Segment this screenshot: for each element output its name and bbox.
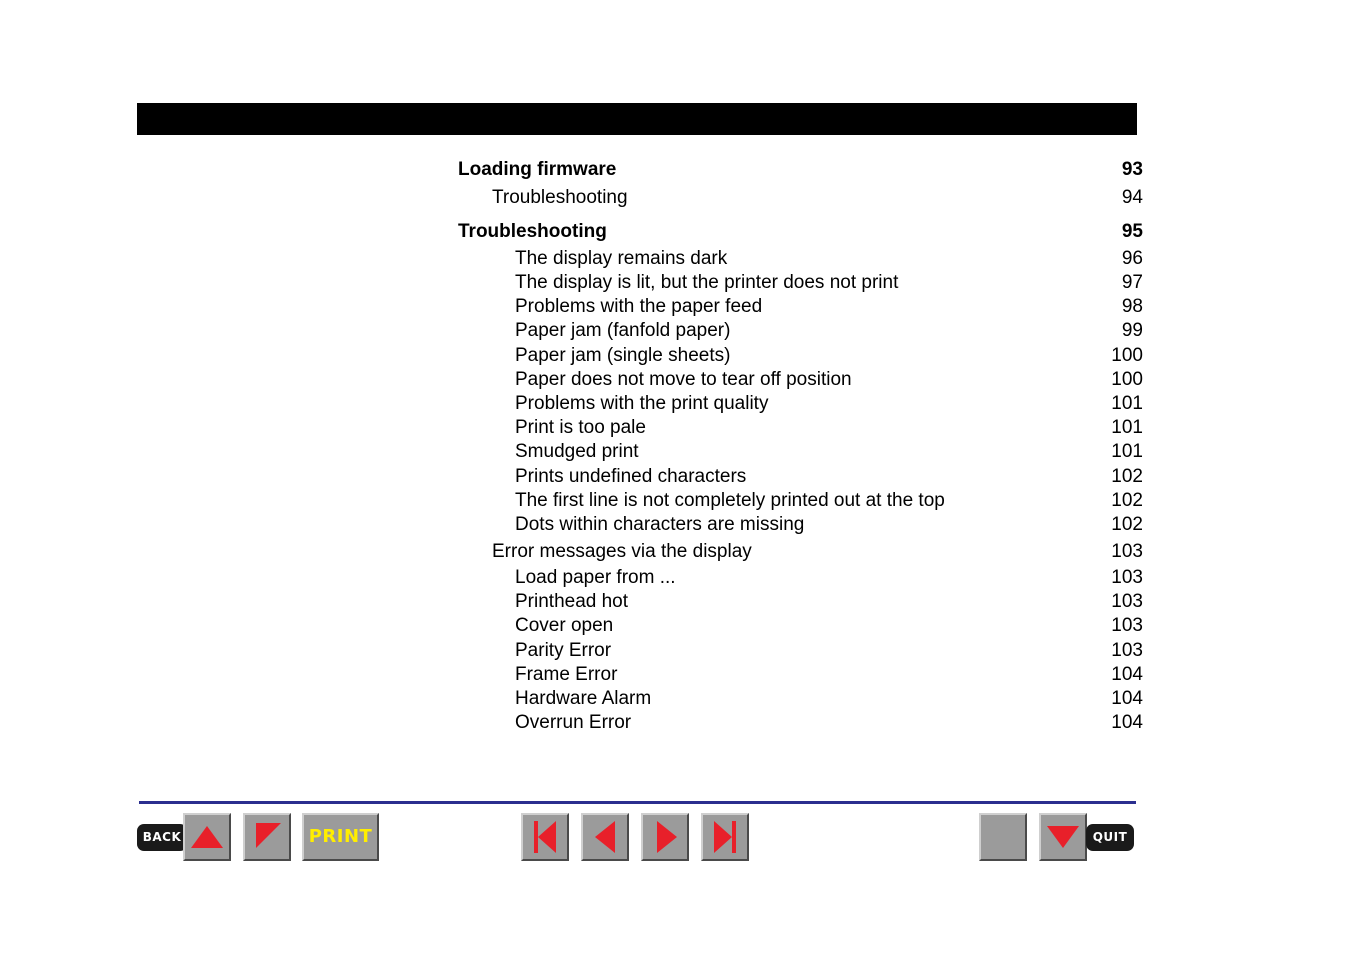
back-arrow-button[interactable] (183, 813, 231, 861)
toc-title: Frame Error (515, 664, 618, 685)
toc-page-number: 101 (1111, 417, 1143, 438)
print-label: PRINT (308, 826, 373, 847)
toc-page-number: 97 (1121, 272, 1143, 293)
last-page-icon (703, 815, 747, 859)
toc-entry[interactable] (0, 663, 1351, 687)
next-page-icon (643, 815, 687, 859)
first-page-button[interactable] (521, 813, 569, 861)
toc-page-number: 101 (1111, 393, 1143, 414)
toc-page-number: 103 (1111, 541, 1143, 562)
triangle-up-icon (185, 815, 229, 859)
toc-chapter[interactable] (0, 220, 1351, 244)
print-button[interactable] (302, 813, 379, 861)
corner-arrow-icon (245, 815, 289, 859)
previous-page-button[interactable] (581, 813, 629, 861)
toc-title: Print is too pale (515, 417, 646, 438)
toc-entry[interactable] (0, 614, 1351, 638)
toc-title: Problems with the paper feed (515, 296, 763, 317)
toc-page-number: 103 (1111, 591, 1143, 612)
toc-entry[interactable] (0, 489, 1351, 513)
triangle-down-icon (1041, 815, 1085, 859)
toc-title: Printhead hot (515, 591, 629, 612)
toc-page-number: 98 (1121, 296, 1143, 317)
toc-page-number: 96 (1121, 248, 1143, 269)
toc-title: Paper jam (fanfold paper) (515, 320, 731, 341)
toc-entry[interactable] (0, 271, 1351, 295)
toc-page-number: 103 (1111, 640, 1143, 661)
toc-page-number: 94 (1121, 187, 1143, 208)
toc-title: Load paper from ... (515, 567, 676, 588)
toc-entry[interactable] (0, 295, 1351, 319)
toc-page-number: 99 (1121, 320, 1143, 341)
toc-page-number: 104 (1111, 688, 1143, 709)
toc-entry[interactable] (0, 368, 1351, 392)
toc-title: Cover open (515, 615, 614, 636)
toc-title: Prints undefined characters (515, 466, 747, 487)
toc-title: Troubleshooting (492, 187, 628, 208)
back-button[interactable]: BACK (137, 824, 187, 851)
toc-entry[interactable] (0, 590, 1351, 614)
toc-page-number: 102 (1111, 514, 1143, 535)
toc-title: The display remains dark (515, 248, 728, 269)
toc-title: The first line is not completely printed out at the top (515, 490, 945, 511)
first-page-icon (523, 815, 567, 859)
toc-entry[interactable] (0, 344, 1351, 368)
toc-entry[interactable] (0, 711, 1351, 735)
toc-title: Troubleshooting (458, 221, 607, 242)
toc-page-number: 95 (1121, 221, 1143, 242)
toc-entry[interactable] (0, 319, 1351, 343)
toc-title: Problems with the print quality (515, 393, 769, 414)
toc-entry[interactable] (0, 247, 1351, 271)
quit-button[interactable]: QUIT (1086, 824, 1134, 851)
toc-chapter[interactable] (0, 158, 1351, 182)
down-arrow-button[interactable] (1039, 813, 1087, 861)
toc-title: Paper jam (single sheets) (515, 345, 731, 366)
toc-title: Paper does not move to tear off position (515, 369, 852, 390)
toc-page-number: 103 (1111, 567, 1143, 588)
toc-section[interactable] (0, 540, 1351, 564)
toc-page-number: 102 (1111, 490, 1143, 511)
toc-entry[interactable] (0, 392, 1351, 416)
toc-page-number: 104 (1111, 664, 1143, 685)
toc-page-number: 101 (1111, 441, 1143, 462)
last-page-button[interactable] (701, 813, 749, 861)
toc-section[interactable] (0, 186, 1351, 210)
toc-entry[interactable] (0, 465, 1351, 489)
toc-entry[interactable] (0, 687, 1351, 711)
toc-entry[interactable] (0, 639, 1351, 663)
toc-page-number: 93 (1121, 159, 1143, 180)
next-page-button[interactable] (641, 813, 689, 861)
toc-page-number: 100 (1111, 369, 1143, 390)
toc-title: Hardware Alarm (515, 688, 652, 709)
toc-title: Overrun Error (515, 712, 632, 733)
toc-title: Smudged print (515, 441, 639, 462)
toc-entry[interactable] (0, 416, 1351, 440)
toc-title: Error messages via the display (492, 541, 752, 562)
toc-title: Dots within characters are missing (515, 514, 805, 535)
toc-entry[interactable] (0, 513, 1351, 537)
toc-entry[interactable] (0, 440, 1351, 464)
toc-page-number: 100 (1111, 345, 1143, 366)
blank-button[interactable] (979, 813, 1027, 861)
toc-title: The display is lit, but the printer does not print (515, 272, 899, 293)
toc-title: Parity Error (515, 640, 612, 661)
toc-entry[interactable] (0, 566, 1351, 590)
toc-page-number: 103 (1111, 615, 1143, 636)
corner-arrow-button[interactable] (243, 813, 291, 861)
toc-page-number: 102 (1111, 466, 1143, 487)
toc-title: Loading firmware (458, 159, 617, 180)
previous-page-icon (583, 815, 627, 859)
toc-page-number: 104 (1111, 712, 1143, 733)
footer-rule (139, 801, 1136, 804)
